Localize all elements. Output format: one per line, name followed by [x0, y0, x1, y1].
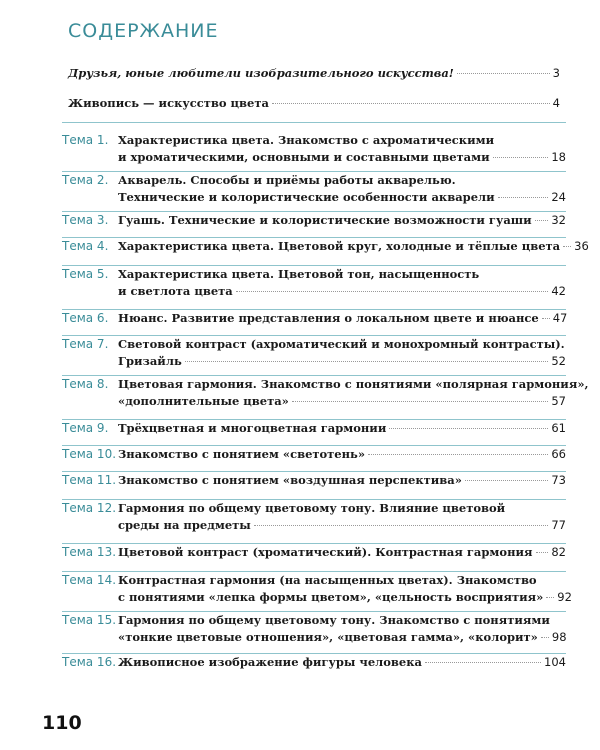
- toc-entry: [62, 132, 566, 172]
- topic-label: Тема 2.: [62, 173, 109, 187]
- page-ref: 36: [574, 239, 589, 253]
- toc-entry: [62, 172, 566, 212]
- topic-line: «тонкие цветовые отношения», «цветовая гамма», «колорит»: [118, 630, 538, 644]
- page-ref: 73: [551, 473, 566, 487]
- topic-label: Тема 12.: [62, 501, 117, 515]
- leader-dots: [536, 552, 549, 553]
- topic-text: [118, 500, 566, 534]
- topic-line: Цветовая гармония. Знакомство с понятиями «полярная гармония»,: [118, 377, 589, 391]
- topic-line: Гармония по общему цветовому тону. Влияние цветовой: [118, 501, 506, 515]
- toc-entry: [62, 238, 589, 266]
- intro-title: Живопись — искусство цвета: [68, 96, 269, 110]
- page-ref: 66: [551, 447, 566, 461]
- topic-text: [118, 612, 566, 646]
- leader-dots: [389, 428, 548, 429]
- topic-line: Гуашь. Технические и колористические возможности гуаши: [118, 213, 532, 227]
- topic-label: Тема 16.: [62, 655, 117, 669]
- topic-line: Гризайль: [118, 354, 182, 368]
- leader-dots: [465, 480, 548, 481]
- leader-dots: [236, 291, 549, 292]
- toc-entry: [62, 446, 566, 472]
- page-ref: 57: [551, 394, 566, 408]
- page-ref: 47: [552, 311, 568, 325]
- topic-label: Тема 9.: [62, 421, 109, 435]
- topic-label: Тема 11.: [62, 473, 117, 487]
- toc-entry: [62, 612, 566, 654]
- page-ref: 104: [544, 655, 566, 669]
- topic-line: с понятиями «лепка формы цветом», «цельность восприятия»: [118, 590, 544, 604]
- topic-text: [118, 544, 566, 561]
- topic-line: Нюанс. Развитие представления о локальном цвете и нюансе: [118, 311, 539, 325]
- topic-label: Тема 8.: [62, 377, 109, 391]
- toc-entry: [62, 212, 566, 238]
- page-ref: 4: [552, 96, 560, 110]
- topic-line: Световой контраст (ахроматический и монохромный контрасты).: [118, 337, 565, 351]
- topic-text: [118, 654, 566, 671]
- topic-line: Живописное изображение фигуры человека: [118, 655, 422, 669]
- topic-line: «дополнительные цвета»: [118, 394, 289, 408]
- leader-dots: [563, 246, 571, 247]
- divider: [62, 122, 566, 123]
- page-ref: 98: [551, 630, 567, 644]
- page-ref: 82: [551, 545, 566, 559]
- topic-label: Тема 10.: [62, 447, 117, 461]
- topic-text: [118, 310, 566, 327]
- intro-entry: [68, 96, 560, 110]
- leader-dots: [425, 662, 541, 663]
- topic-label: Тема 1.: [62, 133, 109, 147]
- intro-entry: [68, 66, 560, 80]
- topic-label: Тема 14.: [62, 573, 117, 587]
- topic-text: [118, 572, 572, 606]
- page-ref: 3: [552, 66, 560, 80]
- toc-entry: [62, 654, 566, 678]
- leader-dots: [272, 103, 550, 104]
- intro-title: Друзья, юные любители изобразительного искусства!: [68, 66, 454, 80]
- toc-entry: [62, 500, 566, 544]
- topic-text: [118, 472, 566, 489]
- topic-text: [118, 172, 566, 206]
- topic-label: Тема 13.: [62, 545, 117, 559]
- topic-label: Тема 3.: [62, 213, 109, 227]
- page-ref: 42: [551, 284, 566, 298]
- leader-dots: [493, 157, 549, 158]
- toc-entry: [62, 376, 589, 420]
- topic-text: [118, 266, 566, 300]
- topic-line: Знакомство с понятием «воздушная перспектива»: [118, 473, 462, 487]
- topic-line: среды на предметы: [118, 518, 251, 532]
- toc-entry: [62, 336, 566, 376]
- topic-line: Характеристика цвета. Цветовой круг, холодные и тёплые цвета: [118, 239, 561, 253]
- leader-dots: [368, 454, 548, 455]
- leader-dots: [185, 361, 549, 362]
- page-title: СОДЕРЖАНИЕ: [68, 20, 219, 42]
- topic-text: [118, 212, 566, 229]
- topic-line: Акварель. Способы и приёмы работы акварелью.: [118, 173, 456, 187]
- toc-entry: [62, 420, 566, 446]
- page-ref: 77: [551, 518, 566, 532]
- toc-entry: [62, 266, 566, 310]
- topic-text: [118, 132, 566, 166]
- leader-dots: [541, 637, 549, 638]
- topic-text: [118, 336, 566, 370]
- topic-text: [118, 446, 566, 463]
- topic-label: Тема 15.: [62, 613, 117, 627]
- toc-entry: [62, 544, 566, 572]
- leader-dots: [535, 220, 549, 221]
- page-ref: 52: [551, 354, 566, 368]
- toc-entry: [62, 572, 572, 612]
- toc-entry: [62, 472, 566, 500]
- topic-line: Технические и колористические особенности акварели: [118, 190, 495, 204]
- topic-line: Трёхцветная и многоцветная гармонии: [118, 421, 387, 435]
- topic-line: и светлота цвета: [118, 284, 233, 298]
- topic-text: [118, 238, 589, 255]
- topic-line: Характеристика цвета. Цветовой тон, насыщенность: [118, 267, 480, 281]
- page-ref: 24: [551, 190, 566, 204]
- topic-line: Контрастная гармония (на насыщенных цветах). Знакомство: [118, 573, 537, 587]
- page-ref: 18: [551, 150, 566, 164]
- leader-dots: [457, 73, 550, 74]
- page-ref: 61: [551, 421, 566, 435]
- topic-label: Тема 5.: [62, 267, 109, 281]
- topic-line: Характеристика цвета. Знакомство с ахроматическими: [118, 133, 495, 147]
- page-ref: 32: [551, 213, 566, 227]
- topic-label: Тема 4.: [62, 239, 109, 253]
- leader-dots: [498, 197, 549, 198]
- toc-entry: [62, 310, 566, 336]
- topic-label: Тема 7.: [62, 337, 109, 351]
- leader-dots: [542, 318, 550, 319]
- page-ref: 92: [557, 590, 572, 604]
- topic-line: Знакомство с понятием «светотень»: [118, 447, 366, 461]
- page-number: 110: [42, 712, 82, 734]
- topic-line: Гармония по общему цветовому тону. Знакомство с понятиями: [118, 613, 550, 627]
- topic-line: Цветовой контраст (хроматический). Контрастная гармония: [118, 545, 533, 559]
- leader-dots: [254, 525, 549, 526]
- topic-label: Тема 6.: [62, 311, 109, 325]
- leader-dots: [292, 401, 549, 402]
- topic-text: [118, 376, 589, 410]
- leader-dots: [546, 597, 554, 598]
- topic-text: [118, 420, 566, 437]
- topic-line: и хроматическими, основными и составными цветами: [118, 150, 490, 164]
